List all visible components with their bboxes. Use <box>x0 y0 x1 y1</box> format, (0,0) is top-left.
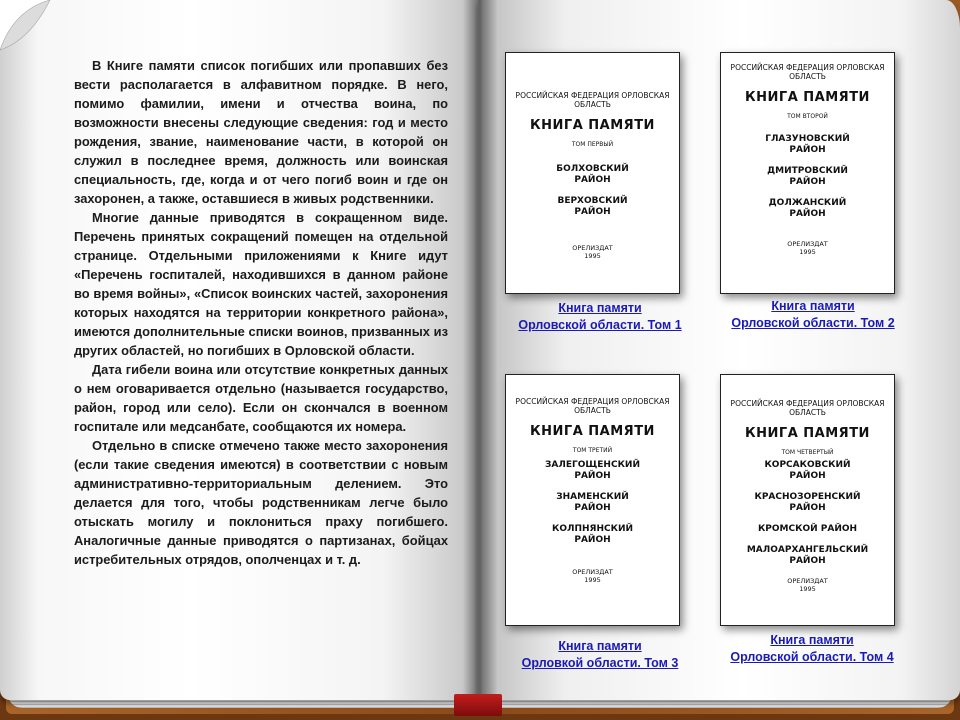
book-cover-thumbnail-vol3[interactable] <box>505 374 680 626</box>
cover-district: ВЕРХОВСКИЙ РАЙОН <box>557 196 628 217</box>
paragraph: В Книге памяти список погибших или пропавших без вести располагается в алфавитном порядке. В него, помимо фамилии, имени и отчества воина, по возможности внесены следующие сведения: год и место рождения, звание, наименование части, в которой он служил в последнее время, должность или воинская специальность, где, когда и от чего погиб воин и где он захоронен, а также, оставшиеся в живых родственники. <box>74 58 448 206</box>
text-column <box>74 56 448 569</box>
book-link-line: Книга памяти <box>770 633 854 647</box>
book-link-vol2[interactable] <box>703 298 923 332</box>
book-cover-thumbnail-vol1[interactable] <box>505 52 680 294</box>
cover-title: КНИГА ПАМЯТИ <box>530 118 655 133</box>
cover-district: КОРСАКОВСКИЙ РАЙОН <box>764 460 851 481</box>
cover-year: 1995 <box>584 576 601 584</box>
book-link-line: Орловской области. Том 1 <box>518 318 682 332</box>
cover-title: КНИГА ПАМЯТИ <box>745 90 870 105</box>
cover-district: ГЛАЗУНОВСКИЙ РАЙОН <box>765 134 850 155</box>
cover-volume: ТОМ ВТОРОЙ <box>787 113 828 120</box>
cover-header: РОССИЙСКАЯ ФЕДЕРАЦИЯ ОРЛОВСКАЯ ОБЛАСТЬ <box>730 63 885 81</box>
cover-title: КНИГА ПАМЯТИ <box>745 426 870 441</box>
book-cover-thumbnail-vol4[interactable] <box>720 374 895 626</box>
cover-year: 1995 <box>799 248 816 256</box>
cover-year: 1995 <box>799 585 816 593</box>
cover-publisher: ОРЕЛИЗДАТ <box>787 240 828 248</box>
book-link-vol1[interactable] <box>490 300 710 334</box>
cover-district: БОЛХОВСКИЙ РАЙОН <box>556 164 629 185</box>
cover-header: РОССИЙСКАЯ ФЕДЕРАЦИЯ ОРЛОВСКАЯ ОБЛАСТЬ <box>515 91 670 109</box>
cover-volume: ТОМ ЧЕТВЕРТЫЙ <box>781 449 834 456</box>
page-curl-icon <box>0 0 52 52</box>
cover-district: ДМИТРОВСКИЙ РАЙОН <box>767 166 848 187</box>
book-link-line: Орловской области. Том 2 <box>731 316 895 330</box>
cover-volume: ТОМ ПЕРВЫЙ <box>571 141 614 148</box>
book-cover-thumbnail-vol2[interactable] <box>720 52 895 294</box>
book-link-line: Орловской области. Том 4 <box>730 650 894 664</box>
cover-district: ЗНАМЕНСКИЙ РАЙОН <box>556 492 629 513</box>
cover-publisher: ОРЕЛИЗДАТ <box>787 577 828 585</box>
cover-district: КРАСНОЗОРЕНСКИЙ РАЙОН <box>754 492 861 513</box>
book-link-line: Книга памяти <box>771 299 855 313</box>
cover-header: РОССИЙСКАЯ ФЕДЕРАЦИЯ ОРЛОВСКАЯ ОБЛАСТЬ <box>515 397 670 415</box>
cover-district: ЗАЛЕГОЩЕНСКИЙ РАЙОН <box>544 460 640 481</box>
cover-header: РОССИЙСКАЯ ФЕДЕРАЦИЯ ОРЛОВСКАЯ ОБЛАСТЬ <box>730 399 885 417</box>
book-link-line: Книга памяти <box>558 639 642 653</box>
cover-volume: ТОМ ТРЕТИЙ <box>572 447 613 454</box>
book-link-vol4[interactable] <box>702 632 922 666</box>
cover-publisher: ОРЕЛИЗДАТ <box>572 568 613 576</box>
cover-district: ДОЛЖАНСКИЙ РАЙОН <box>768 198 847 219</box>
book-spine-shadow <box>462 0 498 705</box>
cover-district: МАЛОАРХАНГЕЛЬСКИЙ РАЙОН <box>746 545 869 566</box>
book-link-line: Книга памяти <box>558 301 642 315</box>
paragraph: Отдельно в списке отмечено также место захоронения (если такие сведения имеются) в соответствии с новым административно-территориальным делением. Это делается для того, чтобы родственникам легче было отыскать могилу и поклониться праху погибшего. Аналогичные данные приводятся о партизанах, бойцах истребительных отрядов, ополченцах и т. д. <box>74 438 448 567</box>
paragraph: Дата гибели воина или отсутствие конкретных данных о нем оговаривается отдельно (называется государство, район, город или село). Если он скончался в военном госпитале или медсанбате, сообщаются их номера. <box>74 362 448 434</box>
book-link-vol3[interactable] <box>490 638 710 672</box>
cover-publisher: ОРЕЛИЗДАТ <box>572 244 613 252</box>
cover-district: КРОМСКОЙ РАЙОН <box>757 524 858 534</box>
book-link-line: Орловкой области. Том 3 <box>521 656 679 670</box>
cover-year: 1995 <box>584 252 601 260</box>
cover-district: КОЛПНЯНСКИЙ РАЙОН <box>551 524 634 545</box>
cover-title: КНИГА ПАМЯТИ <box>530 424 655 439</box>
bookmark-ribbon <box>454 694 502 716</box>
paragraph: Многие данные приводятся в сокращенном виде. Перечень принятых сокращений помещен на отдельной странице. Отдельными приложениями к Книге идут «Перечень госпиталей, находившихся в данном районе во время войны», «Список воинских частей, захоронения которых находятся на территории конкретного района», имеются дополнительные списки воинов, призванных из других областей, но погибших в Орловской области. <box>74 210 448 358</box>
